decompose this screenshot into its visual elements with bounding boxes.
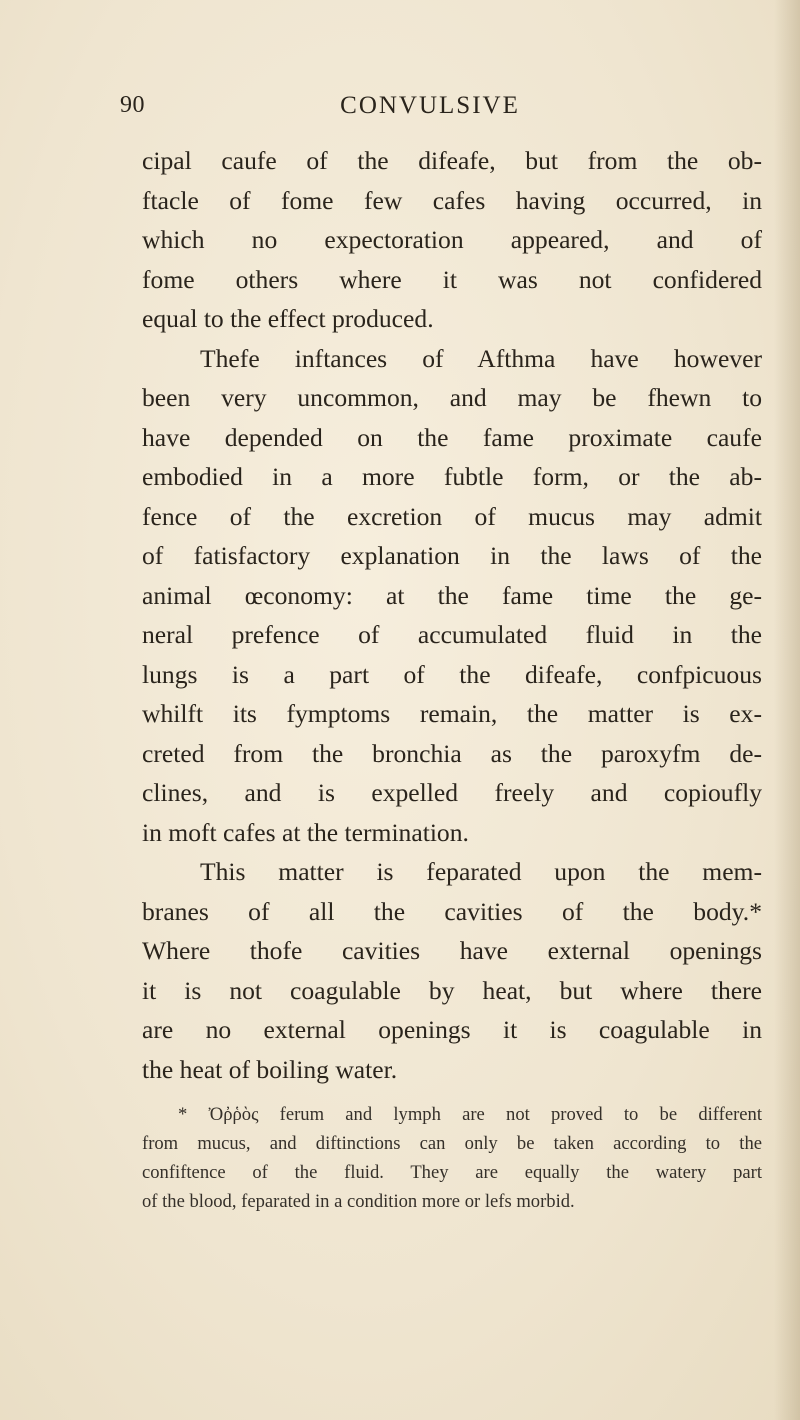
footnote-line: of the blood, feparated in a condition more or lefs morbid.	[142, 1191, 575, 1212]
text-line: branes of all the cavities of the body.*	[142, 896, 762, 926]
text-line: have depended on the fame proximate caufe	[142, 422, 762, 452]
text-line: neral prefence of accumulated fluid in the	[142, 620, 762, 649]
text-line: fome others where it was not confidered	[142, 264, 762, 294]
page-header	[0, 88, 800, 124]
text-line: lungs is a part of the difeafe, confpicuous	[142, 659, 762, 689]
text-line: it is not coagulable by heat, but where there	[142, 975, 762, 1005]
text-line: the heat of boiling water.	[142, 1054, 398, 1084]
footnote-line: * Ὀῤῥὸς ferum and lymph are not proved to be different	[178, 1104, 762, 1125]
text-line: whilft its fymptoms remain, the matter is ex-	[142, 699, 762, 728]
text-line: ftacle of fome few cafes having occurred, in	[142, 185, 762, 215]
text-line: creted from the bronchia as the paroxyfm de-	[142, 738, 762, 768]
text-line: which no expectoration appeared, and of	[142, 225, 762, 254]
running-head: CONVULSIVE	[340, 92, 520, 119]
body-text	[142, 141, 762, 1089]
text-line: cipal caufe of the difeafe, but from the ob-	[142, 146, 762, 175]
footnote	[142, 1100, 762, 1216]
text-line: equal to the effect produced.	[142, 304, 434, 333]
text-line: of fatisfactory explanation in the laws of the	[142, 541, 762, 570]
text-line: clines, and is expelled freely and copioufly	[142, 778, 762, 807]
text-line: in moft cafes at the termination.	[142, 817, 469, 847]
text-line: are no external openings it is coagulable in	[142, 1015, 762, 1044]
text-line: fence of the excretion of mucus may admit	[142, 501, 762, 531]
text-line: This matter is feparated upon the mem-	[200, 857, 762, 886]
footnote-line: confiftence of the fluid. They are equally the watery part	[142, 1162, 762, 1183]
text-line: Thefe inftances of Afthma have however	[200, 343, 762, 373]
text-line: embodied in a more fubtle form, or the ab-	[142, 462, 762, 491]
footnote-line: from mucus, and diftinctions can only be taken according to the	[142, 1133, 762, 1154]
page-number: 90	[120, 92, 145, 118]
text-line: animal œconomy: at the fame time the ge-	[142, 580, 762, 610]
page-edge-shadow	[774, 0, 800, 1420]
text-line: Where thofe cavities have external openings	[142, 936, 762, 965]
text-line: been very uncommon, and may be fhewn to	[142, 383, 762, 412]
